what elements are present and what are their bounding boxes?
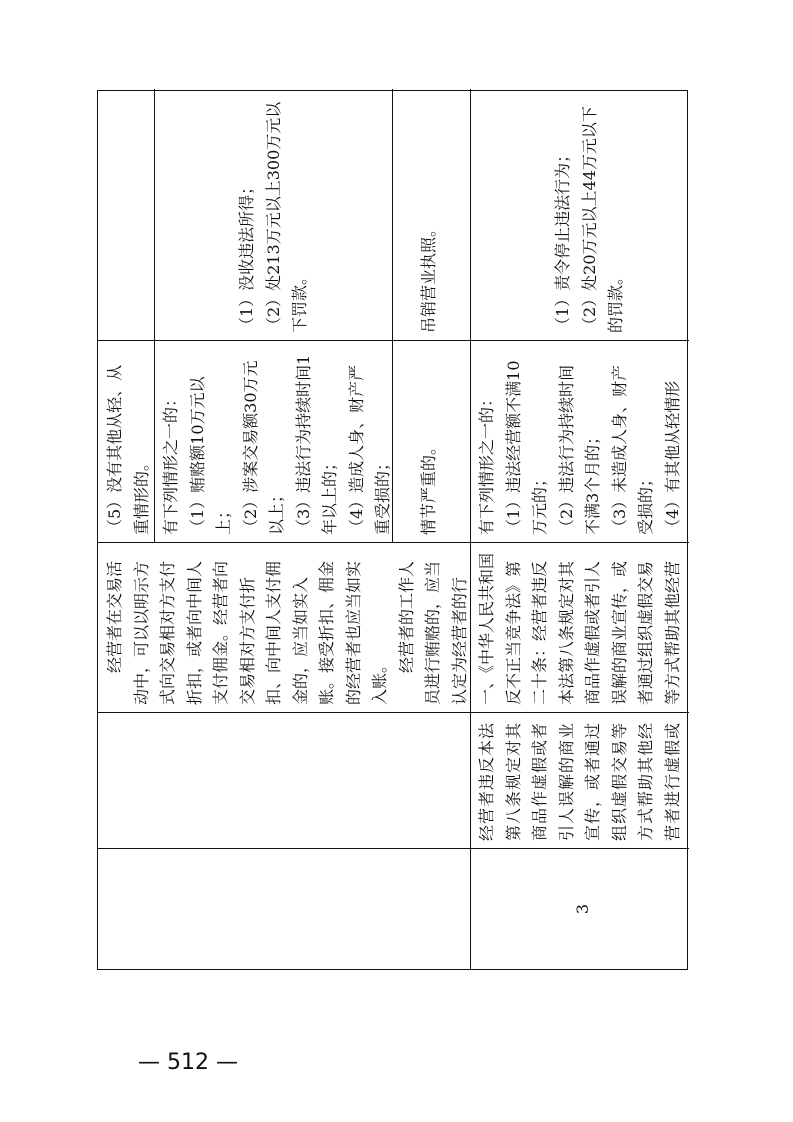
penalty-item: （2）处213万元以上300万元以下罚款。: [263, 101, 309, 333]
prev-severe-penalty-cell: [154, 89, 392, 341]
criteria-item: 有下列情形之一的：: [161, 390, 180, 535]
legal-basis-paragraph: 一、《中华人民共和国反不正当竞争法》第二十条：经营者违反本法第八条规定对其商品作虚假或者引人误解的商业宣传，或者通过组织虚假交易等方式帮助其他经营: [477, 552, 682, 705]
prev-mitigated-tail-cell: [98, 341, 154, 543]
criteria-item: 有下列情形之一的：: [477, 390, 496, 535]
prev-legal-basis-cell: [98, 543, 470, 713]
prev-severe-criteria-cell: [154, 341, 392, 543]
mitigated-criteria-cell: [470, 341, 689, 543]
legal-basis-paragraph: 经营者的工作人员进行贿赂的，应当认定为经营者的行: [396, 560, 469, 705]
criteria-item: （4）造成人身、财产严重受损的；: [346, 364, 392, 535]
legal-basis-paragraph: 经营者在交易活动中，可以以明示方式向交易相对方支付折扣，或者向中间人支付佣金。经营者向交易相对方支付折扣、向中间人支付佣金的，应当如实入账。接受折扣、佣金的经营者也应当如实入账。: [105, 560, 389, 705]
legal-basis-cell: [470, 543, 689, 713]
criteria-item: （3）违法行为持续时间1年以上的；: [293, 354, 339, 535]
criteria-item: （5）没有其他从轻、从重情形的。: [105, 364, 151, 535]
criteria-item: 情节严重的。: [419, 438, 438, 535]
penalty-item: 吊销营业执照。: [419, 220, 438, 333]
criteria-item: （2）涉案交易额30万元以上；: [240, 360, 286, 535]
violation-cell: [470, 713, 689, 849]
mitigated-penalty-cell: [470, 89, 689, 341]
prev-grave-criteria-cell: [392, 341, 470, 543]
criteria-item: （3）未造成人身、财产受损的；: [609, 364, 655, 535]
violation-text: 经营者违反本法第八条规定对其商品作虚假或者引人误解的商业宣传，或者通过组织虚假交易等方式帮助其他经营者进行虚假或: [477, 721, 682, 841]
page-number: — 512 —: [138, 1050, 238, 1075]
penalty-item: （1）没收违法所得；: [237, 178, 256, 333]
prev-grave-penalty-cell: [392, 89, 470, 341]
criteria-item: （1）违法经营额不满10万元的；: [503, 360, 549, 535]
criteria-item: （2）违法行为持续时间不满3个月的；: [556, 364, 602, 535]
criteria-item: （1）贿赂额10万元以上；: [187, 376, 233, 535]
penalty-item: （1）责令停止违法行为；: [553, 146, 572, 333]
row-number: [470, 849, 689, 969]
criteria-item: （4）有其他从轻情形: [662, 380, 682, 535]
penalty-item: （2）处20万元以上44万元以下的罚款。: [579, 106, 625, 333]
row-number-text: 3: [573, 903, 592, 915]
rotated-penalty-table: [97, 90, 688, 970]
